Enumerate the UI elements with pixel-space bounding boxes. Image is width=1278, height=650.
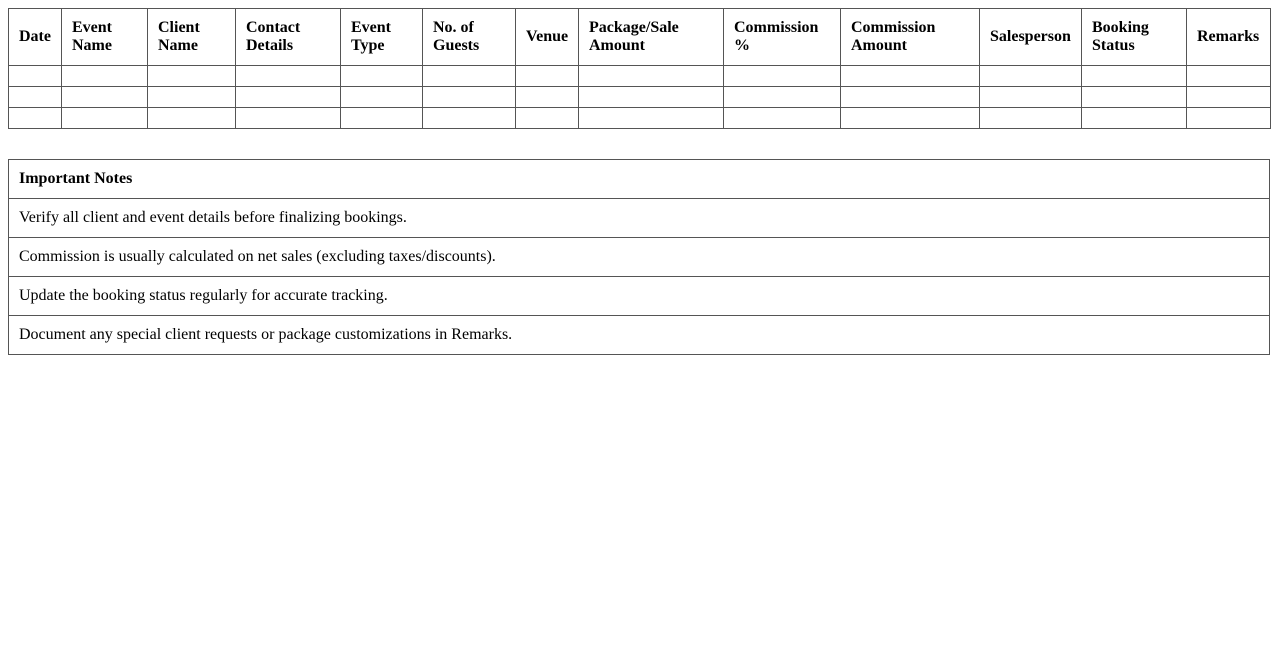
table-cell[interactable] — [516, 87, 579, 108]
note-item: Commission is usually calculated on net sales (excluding taxes/discounts). — [9, 238, 1270, 277]
notes-header-row — [9, 160, 1270, 199]
column-header-booking-status: Booking Status — [1082, 9, 1187, 66]
table-cell[interactable] — [62, 108, 148, 129]
table-cell[interactable] — [423, 87, 516, 108]
table-row — [9, 66, 1271, 87]
booking-commission-table — [8, 8, 1271, 129]
note-item: Update the booking status regularly for accurate tracking. — [9, 277, 1270, 316]
table-cell[interactable] — [579, 66, 724, 87]
table-cell[interactable] — [980, 108, 1082, 129]
table-cell[interactable] — [841, 108, 980, 129]
table-cell[interactable] — [579, 87, 724, 108]
table-cell[interactable] — [1187, 66, 1271, 87]
table-cell[interactable] — [516, 108, 579, 129]
note-row — [9, 199, 1270, 238]
table-cell[interactable] — [724, 66, 841, 87]
table-cell[interactable] — [341, 87, 423, 108]
column-header-date: Date — [9, 9, 62, 66]
note-row — [9, 238, 1270, 277]
table-cell[interactable] — [1082, 66, 1187, 87]
table-cell[interactable] — [9, 87, 62, 108]
note-item: Document any special client requests or package customizations in Remarks. — [9, 316, 1270, 355]
column-header-venue: Venue — [516, 9, 579, 66]
note-item: Verify all client and event details before finalizing bookings. — [9, 199, 1270, 238]
table-cell[interactable] — [516, 66, 579, 87]
table-cell[interactable] — [62, 87, 148, 108]
note-row — [9, 277, 1270, 316]
table-header-row — [9, 9, 1271, 66]
table-cell[interactable] — [1187, 108, 1271, 129]
table-body — [9, 66, 1271, 129]
table-cell[interactable] — [62, 66, 148, 87]
table-cell[interactable] — [579, 108, 724, 129]
table-cell[interactable] — [236, 108, 341, 129]
table-cell[interactable] — [1187, 87, 1271, 108]
table-cell[interactable] — [980, 66, 1082, 87]
table-cell[interactable] — [724, 87, 841, 108]
table-cell[interactable] — [9, 108, 62, 129]
column-header-commission-percent: Commission % — [724, 9, 841, 66]
column-header-contact-details: Contact Details — [236, 9, 341, 66]
column-header-event-type: Event Type — [341, 9, 423, 66]
table-cell[interactable] — [980, 87, 1082, 108]
notes-title: Important Notes — [9, 160, 1270, 199]
table-cell[interactable] — [423, 108, 516, 129]
column-header-event-name: Event Name — [62, 9, 148, 66]
note-row — [9, 316, 1270, 355]
table-cell[interactable] — [341, 108, 423, 129]
table-cell[interactable] — [1082, 108, 1187, 129]
table-cell[interactable] — [148, 108, 236, 129]
column-header-remarks: Remarks — [1187, 9, 1271, 66]
column-header-client-name: Client Name — [148, 9, 236, 66]
column-header-guests: No. of Guests — [423, 9, 516, 66]
table-cell[interactable] — [148, 66, 236, 87]
table-row — [9, 87, 1271, 108]
table-cell[interactable] — [724, 108, 841, 129]
important-notes-table — [8, 159, 1270, 355]
column-header-salesperson: Salesperson — [980, 9, 1082, 66]
table-cell[interactable] — [236, 87, 341, 108]
table-cell[interactable] — [9, 66, 62, 87]
column-header-package-amount: Package/Sale Amount — [579, 9, 724, 66]
table-cell[interactable] — [148, 87, 236, 108]
table-cell[interactable] — [841, 66, 980, 87]
table-cell[interactable] — [423, 66, 516, 87]
table-cell[interactable] — [341, 66, 423, 87]
table-row — [9, 108, 1271, 129]
table-cell[interactable] — [1082, 87, 1187, 108]
table-cell[interactable] — [841, 87, 980, 108]
column-header-commission-amount: Commission Amount — [841, 9, 980, 66]
table-cell[interactable] — [236, 66, 341, 87]
